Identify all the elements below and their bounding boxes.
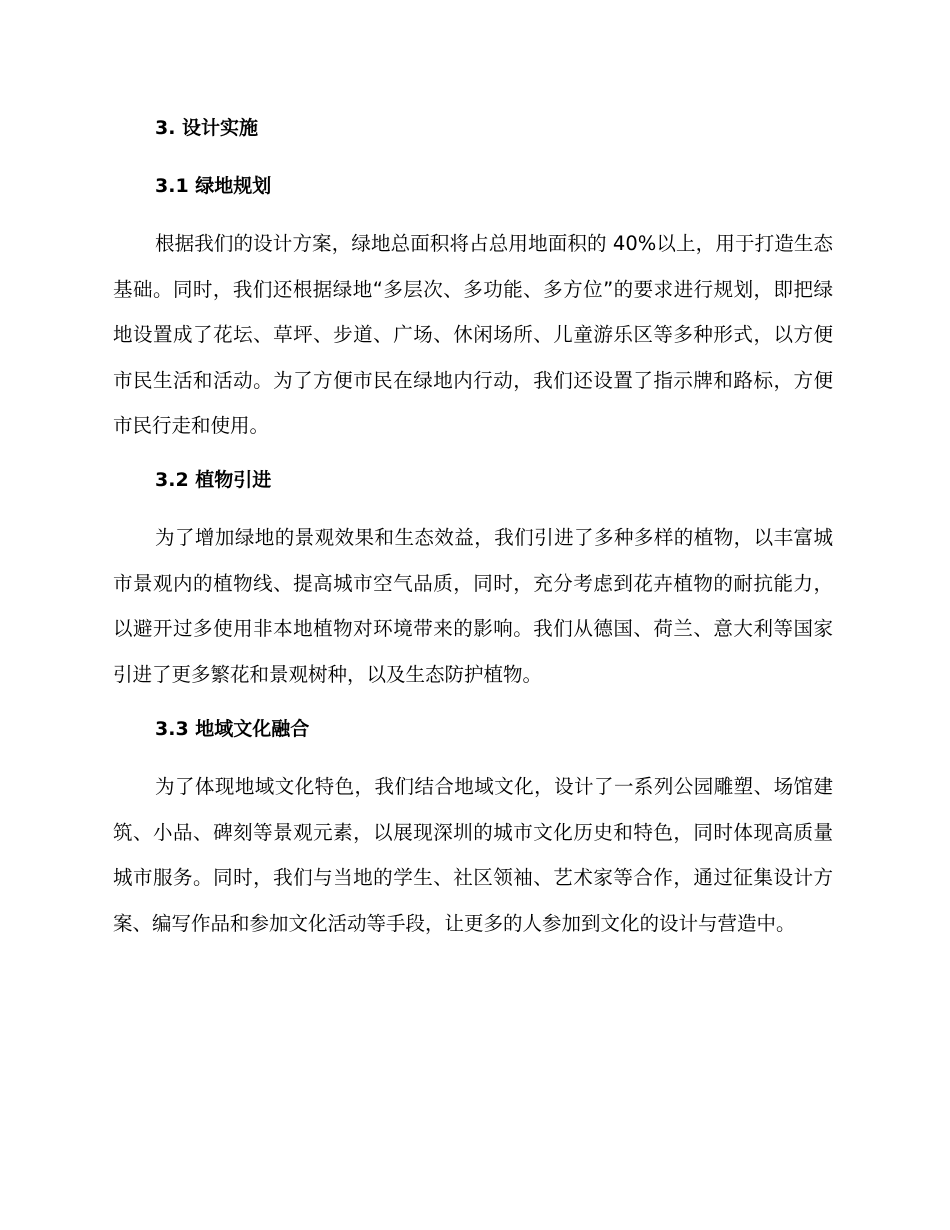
paragraph-3-1: 根据我们的设计方案，绿地总面积将占总用地面积的 40%以上，用于打造生态基础。同时，我们还根据绿地“多层次、多功能、多方位”的要求进行规划，即把绿地设置成了花坛、草坪、步道、广场、休闲场所、儿童游乐区等多种形式，以方便市民生活和活动。为了方便市民在绿地内行动，我们还设置了指示牌和路标，方便市民行走和使用。 xyxy=(113,232,833,437)
section-heading-3-1: 3.1 绿地规划 xyxy=(155,175,272,197)
section-heading-3-3: 3.3 地域文化融合 xyxy=(155,718,310,740)
paragraph-3-3: 为了体现地域文化特色，我们结合地域文化，设计了一系列公园雕塑、场馆建筑、小品、碑刻等景观元素，以展现深圳的城市文化历史和特色，同时体现高质量城市服务。同时，我们与当地的学生、社区领袖、艺术家等合作，通过征集设计方案、编写作品和参加文化活动等手段，让更多的人参加到文化的设计与营造中。 xyxy=(113,775,833,935)
paragraph-3-2: 为了增加绿地的景观效果和生态效益，我们引进了多种多样的植物，以丰富城市景观内的植物线、提高城市空气品质，同时，充分考虑到花卉植物的耐抗能力，以避开过多使用非本地植物对环境带来的影响。我们从德国、荷兰、意大利等国家引进了更多繁花和景观树种，以及生态防护植物。 xyxy=(113,526,833,686)
section-heading-main: 3. 设计实施 xyxy=(155,117,259,139)
section-heading-3-2: 3.2 植物引进 xyxy=(155,469,272,491)
